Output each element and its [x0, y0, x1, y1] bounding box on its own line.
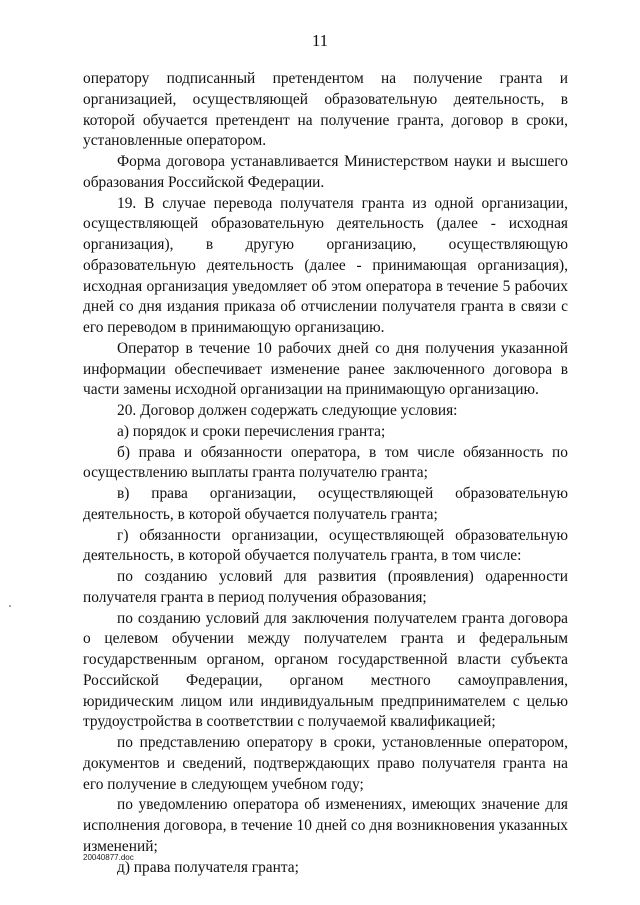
list-item-d: д) права получателя гранта; [117, 858, 299, 876]
paragraph-operator-change: Оператор в течение 10 рабочих дней со дня получения указанной информации обеспечивает изменение ранее заключенного договора в части замены исходной организации на принимающую организацию. [83, 339, 568, 399]
margin-dot [9, 605, 11, 607]
list-item-g: г) обязанности организации, осуществляющей образовательную деятельность, в которой обучается получатель гранта, в том числе: [83, 526, 568, 565]
sub-item-targeted-training: по созданию условий для заключения получателем гранта договора о целевом обучении между получателем гранта и федеральным государственным органом, органом государственной власти субъекта Российской Федерации, органом местного самоуправления, юридическим лицом или индивидуальным предпринимателем с целью трудоустройства в соответствии с получаемой квалификацией; [83, 609, 568, 731]
list-item-b: б) права и обязанности оператора, в том числе обязанность по осуществлению выплаты гранта получателю гранта; [83, 443, 568, 482]
page-number: 11 [311, 31, 329, 50]
footer-filename: 20040877.doc [83, 853, 134, 862]
sub-item-giftedness: по созданию условий для развития (проявления) одаренности получателя гранта в период получения образования; [83, 568, 568, 606]
sub-item-notification: по уведомлению оператора об изменениях, имеющих значение для исполнения договора, в течение 10 дней со дня возникновения указанных изменений; [83, 796, 568, 855]
document-body [83, 69, 568, 878]
sub-item-documents: по представлению оператору в сроки, установленные оператором, документов и сведений, подтверждающих право получателя гранта на его получение в следующем учебном году; [83, 734, 568, 793]
paragraph-contract-form: Форма договора устанавливается Министерством науки и высшего образования Российской Федерации. [83, 153, 568, 191]
list-item-a: а) порядок и сроки перечисления гранта; [117, 422, 386, 440]
paragraph-item-20: 20. Договор должен содержать следующие условия: [117, 402, 458, 419]
paragraph-continuation: оператору подписанный претендентом на получение гранта и организацией, осуществляющей образовательную деятельность, в которой обучается претендент на получение гранта, договор в сроки, установленные оператором. [83, 70, 568, 150]
list-item-v: в) права организации, осуществляющей образовательную деятельность, в которой обучается получатель гранта; [83, 485, 568, 523]
paragraph-item-19: 19. В случае перевода получателя гранта из одной организации, осуществляющей образовательную деятельность (далее - исходная организация), в другую организацию, осуществляющую образовательную деятельность (далее - принимающая организация), исходная организация уведомляет об этом оператора в течение 5 рабочих дней со дня издания приказа об отчислении получателя гранта в связи с его переводом в принимающую организацию. [83, 194, 568, 336]
